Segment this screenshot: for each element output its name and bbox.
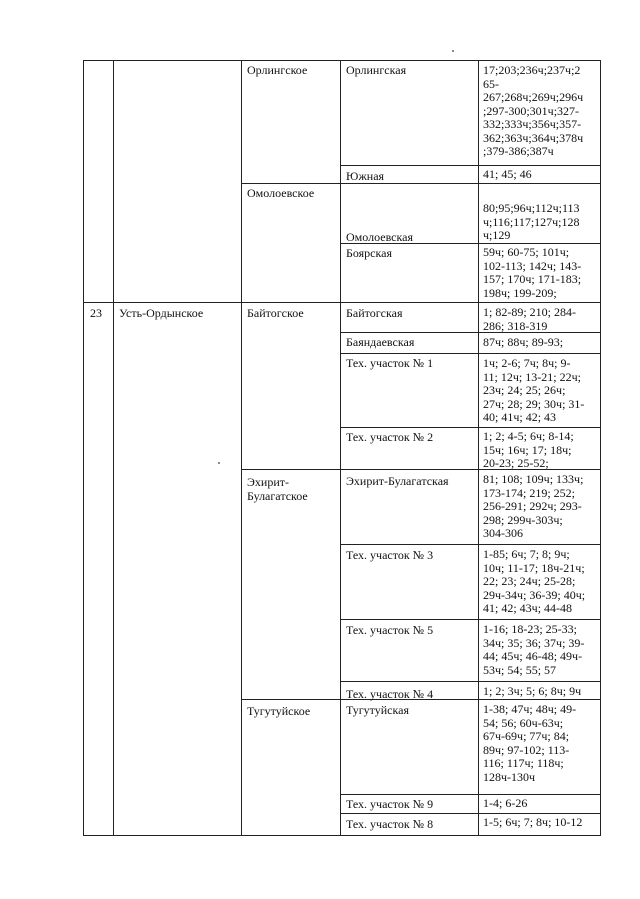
village-name: Тех. участок № 5 [346, 623, 434, 637]
village-name: Тех. участок № 8 [346, 817, 434, 831]
section-list: 1-5; 6ч; 7; 8ч; 10-12 [483, 815, 583, 829]
section-list: 41; 45; 46 [483, 167, 532, 181]
section-list: 81; 108; 109ч; 133ч; 173-174; 219; 252; 256-291; 292ч; 293- 298; 299ч-303ч; 304-306 [483, 472, 584, 540]
municipality-name: Омолоевское [247, 186, 315, 200]
village-name: Тех. участок № 9 [346, 797, 434, 811]
row-divider [340, 681, 601, 682]
row-number: 23 [90, 306, 102, 320]
municipality-name: Орлингское [247, 63, 308, 77]
section-list: 1; 82-89; 210; 284- 286; 318-319 [483, 305, 576, 333]
row-divider [340, 544, 601, 545]
village-name: Омолоевская [346, 230, 413, 244]
row-divider [340, 619, 601, 620]
section-list: 17;203;236ч;237ч;2 65- 267;268ч;269ч;296ч ;297-300;301ч;327- 332;333ч;356ч;357- 362;363ч;364ч;378ч ;379-386;387ч [483, 63, 584, 158]
column-divider-3 [340, 60, 341, 836]
section-list: 87ч; 88ч; 89-93; [483, 335, 564, 349]
municipality-name: Тугутуйское [247, 704, 311, 718]
row-divider [340, 165, 601, 166]
row-divider [340, 353, 601, 354]
municipality-name: Байтогское [247, 306, 304, 320]
row-divider [340, 427, 601, 428]
village-name: Орлингская [346, 63, 407, 77]
column-divider-1 [113, 60, 114, 836]
village-name: Баяндаевская [346, 335, 415, 349]
section-list: 59ч; 60-75; 101ч; 102-113; 142ч; 143- 157; 170ч; 171-183; 198ч; 199-209; [483, 245, 582, 300]
section-list: 1ч; 2-6; 7ч; 8ч; 9- 11; 12ч; 13-21; 22ч; 23ч; 24; 25; 26ч; 27ч; 28; 29; 30ч; 31- 40; 41ч; 42; 43 [483, 356, 585, 424]
village-name: Тех. участок № 4 [346, 687, 434, 701]
row-divider [340, 794, 601, 795]
municipality-name: Эхирит- Булагатское [247, 475, 308, 503]
section-list: 80;95;96ч;112ч;113 ч;116;117;127ч;128 ч;129 [483, 201, 580, 242]
row-divider [241, 183, 601, 184]
village-name: Южная [346, 169, 385, 183]
section-list: 1-38; 47ч; 48ч; 49- 54; 56; 60ч-63ч; 67ч-69ч; 77ч; 84; 89ч; 97-102; 113- 116; 117ч; 118ч; 128ч-130ч [483, 702, 577, 784]
village-name: Боярская [346, 246, 393, 260]
scan-speck [218, 462, 220, 464]
section-list: 1-16; 18-23; 25-33; 34ч; 35; 36; 37ч; 39- 44; 45ч; 46-48; 49ч- 53ч; 54; 55; 57 [483, 622, 585, 677]
village-name: Тех. участок № 2 [346, 430, 434, 444]
section-list: 1-85; 6ч; 7; 8; 9ч; 10ч; 11-17; 18ч-21ч; 22; 23; 24ч; 25-28; 29ч-34ч; 36-39; 40ч; 41; 42; 43ч; 44-48 [483, 547, 586, 615]
column-divider-2 [241, 60, 242, 836]
village-name: Тугутуйская [346, 703, 409, 717]
row-divider [83, 302, 601, 303]
section-list: 1-4; 6-26 [483, 796, 528, 810]
district-name: Усть-Ордынское [119, 306, 204, 320]
section-list: 1; 2; 4-5; 6ч; 8-14; 15ч; 16ч; 17; 18ч; 20-23; 25-52; [483, 429, 574, 470]
village-name: Тех. участок № 3 [346, 548, 434, 562]
village-name: Байтогская [346, 306, 403, 320]
village-name: Эхирит-Булагатская [346, 474, 449, 488]
village-name: Тех. участок № 1 [346, 356, 434, 370]
section-list: 1; 2; 3ч; 5; 6; 8ч; 9ч [483, 684, 582, 698]
row-divider [340, 813, 601, 814]
column-divider-4 [478, 60, 479, 836]
scan-speck [452, 50, 454, 52]
